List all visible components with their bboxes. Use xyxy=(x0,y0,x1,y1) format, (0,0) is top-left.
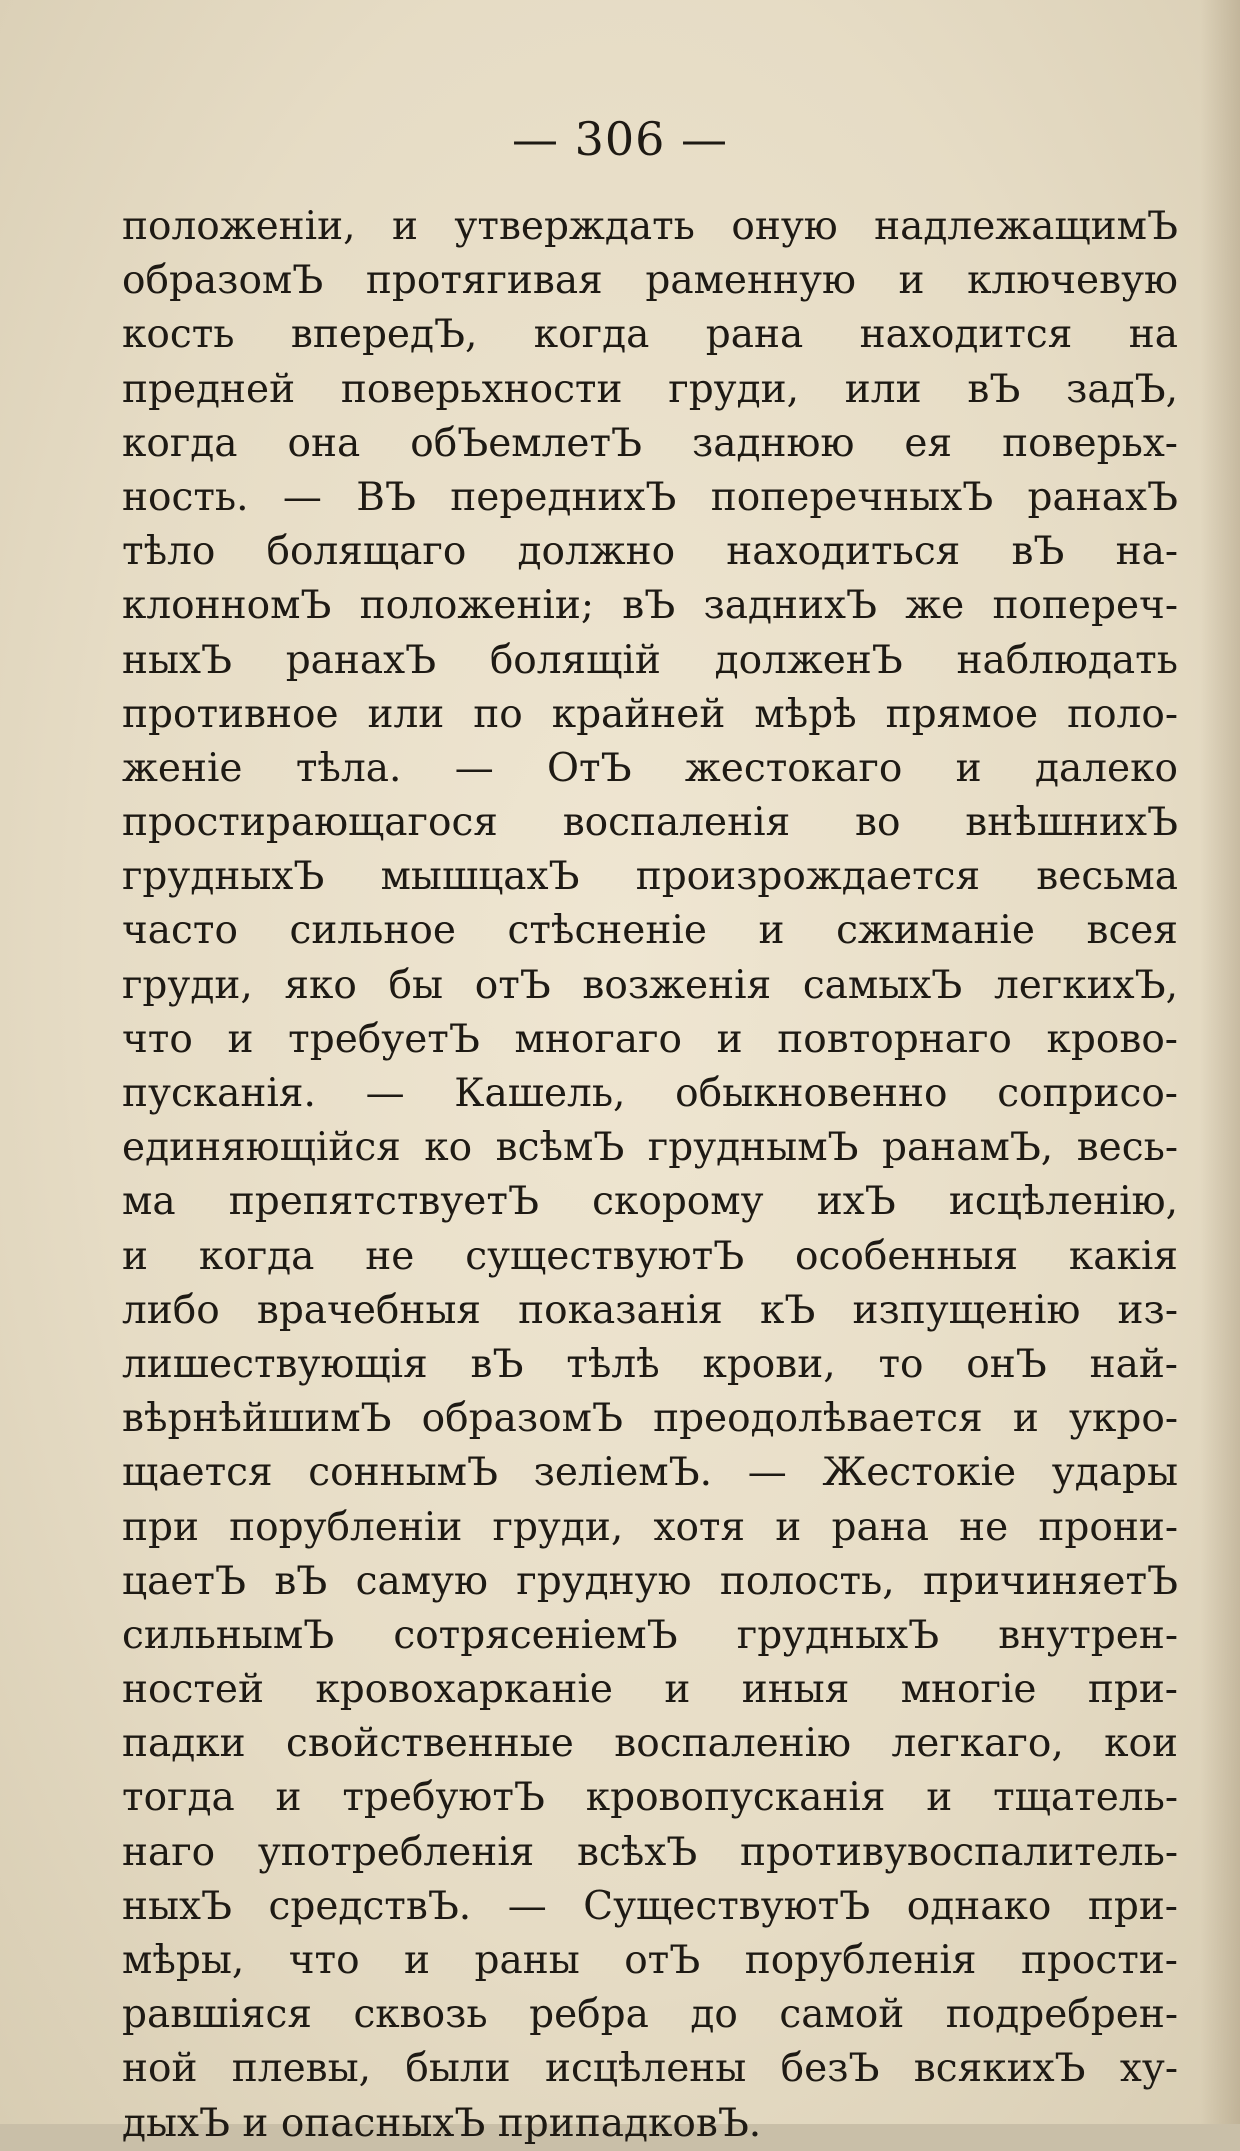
text-line: ной плевы, были исцѣлены безЪ всякихЪ ху- xyxy=(122,2046,1178,2092)
text-line: что и требуетЪ многаго и повторнаго крово- xyxy=(122,1016,1178,1062)
text-line: дыхЪ и опасныхЪ припадковЪ. xyxy=(122,2100,762,2146)
body-text xyxy=(122,200,1178,2151)
text-line: мѣры, что и раны отЪ порубленiя прости- xyxy=(122,1938,1178,1983)
text-line: щается соннымЪ зелiемЪ. — Жестокiе удары xyxy=(122,1450,1178,1496)
text-line: женiе тѣла. — ОтЪ жестокаго и далеко xyxy=(122,745,1178,791)
text-line: кость впередЪ, когда рана находится на xyxy=(122,312,1178,358)
text-line: ныхЪ ранахЪ болящiй долженЪ наблюдать xyxy=(122,637,1178,683)
text-line: при порубленiи груди, хотя и рана не прони- xyxy=(122,1504,1178,1550)
text-line: ныхЪ средствЪ. — СуществуютЪ однако при- xyxy=(122,1883,1178,1929)
text-line: равшiяся сквозь ребра до самой подребрен- xyxy=(122,1992,1178,2038)
text-line: и когда не существуютЪ особенныя какiя xyxy=(122,1233,1178,1279)
text-line: ность. — ВЪ переднихЪ поперечныхЪ ранахЪ xyxy=(122,474,1178,520)
text-line: падки свойственные воспаленiю легкаго, кои xyxy=(122,1721,1178,1767)
text-line: тѣло болящаго должно находиться вЪ на- xyxy=(122,529,1178,575)
text-line: наго употребленiя всѣхЪ противувоспалитель- xyxy=(122,1829,1178,1875)
text-line: цаетЪ вЪ самую грудную полость, причиняетЪ xyxy=(122,1558,1178,1604)
page-edge-shadow xyxy=(1200,0,1240,2124)
text-line: единяющiйся ко всѣмЪ груднымЪ ранамЪ, весь- xyxy=(122,1125,1178,1171)
text-line: ностей кровохарканiе и иныя многiе при- xyxy=(122,1667,1178,1713)
text-line: положенiи, и утверждать оную надлежащимЪ xyxy=(122,204,1178,249)
text-line: пусканiя. — Кашель, обыкновенно соприсо- xyxy=(122,1071,1178,1116)
text-line: лишествующiя вЪ тѣлѣ крови, то онЪ най- xyxy=(122,1341,1178,1387)
text-line: противное или по крайней мѣрѣ прямое поло- xyxy=(122,691,1178,737)
text-line: тогда и требуютЪ кровопусканiя и тщатель- xyxy=(122,1775,1178,1821)
text-line: сильнымЪ сотрясенiемЪ грудныхЪ внутрен- xyxy=(122,1612,1178,1658)
text-line: ма препятствуетЪ скорому ихЪ исцѣленiю, xyxy=(122,1179,1178,1225)
text-line: либо врачебныя показанiя кЪ изпущенiю из- xyxy=(122,1287,1178,1333)
text-line: предней поверьхности груди, или вЪ задЪ, xyxy=(122,366,1178,412)
text-line: грудныхЪ мышцахЪ произрождается весьма xyxy=(122,854,1178,900)
text-line: часто сильное стѣсненiе и сжиманiе всея xyxy=(122,908,1178,954)
page-number-header: — 306 — xyxy=(511,112,729,166)
text-line: вѣрнѣйшимЪ образомЪ преодолѣвается и укро- xyxy=(122,1396,1178,1442)
text-line: когда она обЪемлетЪ заднюю ея поверьх- xyxy=(122,420,1178,466)
text-line: образомЪ протягивая раменную и ключевую xyxy=(122,258,1178,304)
text-line: простирающагося воспаленiя во внѣшнихЪ xyxy=(122,800,1178,846)
text-line: клонномЪ положенiи; вЪ заднихЪ же попереч- xyxy=(122,583,1178,629)
text-line: груди, яко бы отЪ возженiя самыхЪ легкихЪ, xyxy=(122,962,1178,1008)
